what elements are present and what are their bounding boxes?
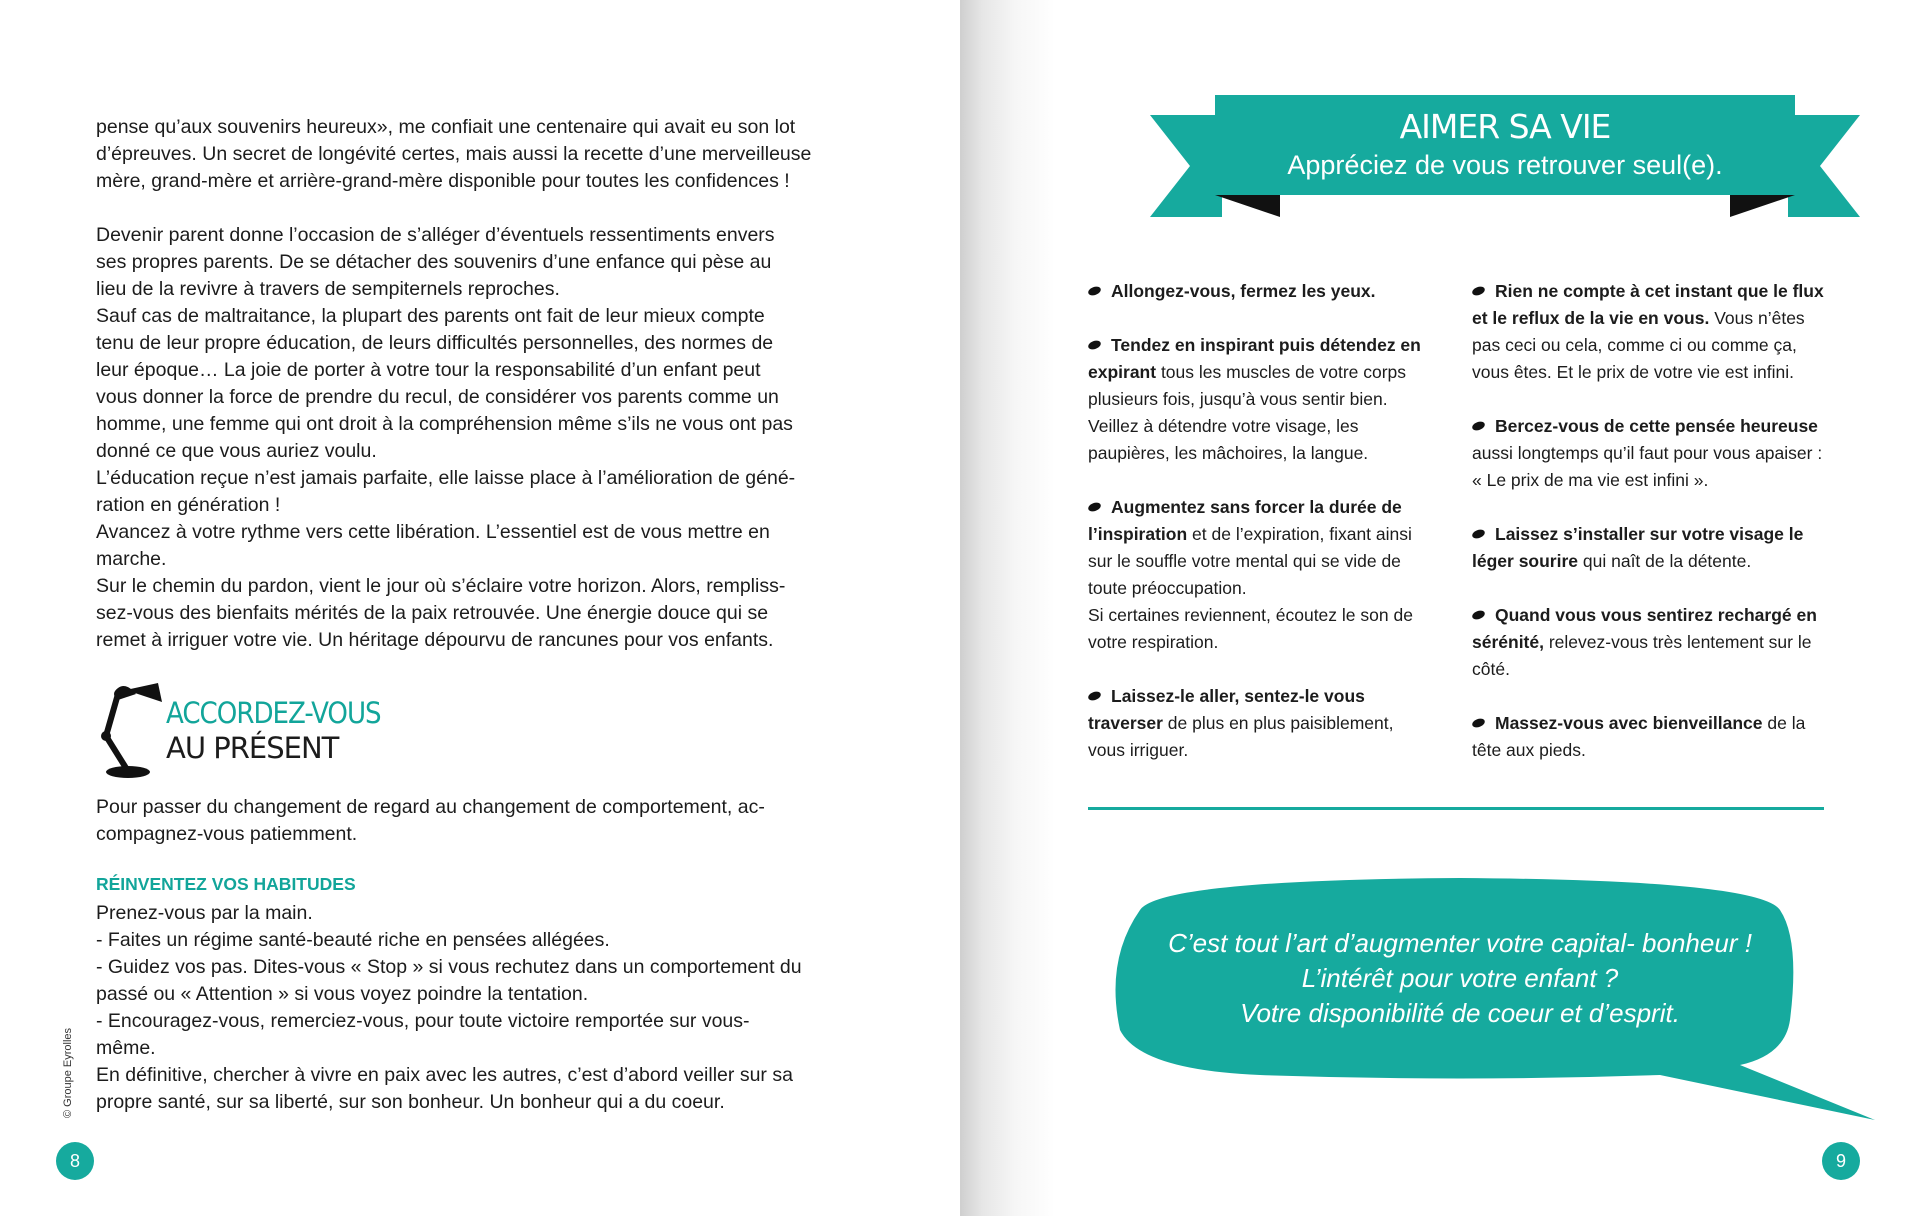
steps-column-1: [1088, 278, 1434, 791]
left-paragraph-2: [96, 222, 832, 654]
bullet-icon: [1471, 285, 1486, 297]
text-line: ses propres parents. De se détacher des souvenirs d’une enfance qui pèse au: [96, 251, 772, 273]
heading-line-1: ACCORDEZ-VOUS: [166, 696, 381, 730]
text-line: d’épreuves. Un secret de longévité certes, mais aussi la recette d’une merveilleuse: [96, 143, 812, 165]
step-text: aussi longtemps qu’il faut pour vous apaiser : « Le prix de ma vie est infini ».: [1472, 443, 1823, 490]
step-item: [1088, 332, 1434, 467]
text-line: remet à irriguer votre vie. Un héritage dépourvu de rancunes pour vos enfants.: [96, 629, 774, 651]
text-line: En définitive, chercher à vivre en paix avec les autres, c’est d’abord veiller sur sa: [96, 1064, 793, 1086]
step-text: et de l’expiration, fixant ainsi sur le souffle votre mental qui se vide de toute préoccupation.: [1088, 524, 1412, 598]
text-line: passé ou « Attention » si vous voyez poindre la tentation.: [96, 983, 589, 1005]
subheading-block: [96, 874, 832, 895]
bullet-icon: [1087, 501, 1102, 513]
text-line: - Faites un régime santé-beauté riche en pensées allégées.: [96, 929, 610, 951]
step-item: [1472, 521, 1834, 575]
bubble-text: [1140, 926, 1780, 1031]
text-line: ration en génération !: [96, 494, 281, 516]
text-line: lieu de la revivre à travers de sempiternels reproches.: [96, 278, 560, 300]
bullet-icon: [1471, 717, 1486, 729]
left-paragraph-4: [96, 900, 832, 1116]
text-line: Sur le chemin du pardon, vient le jour où s’éclaire votre horizon. Alors, rempliss-: [96, 575, 786, 597]
section-heading-lamp: [96, 680, 496, 780]
step-text: tous les muscles de votre corps plusieurs fois, jusqu’à vous sentir bien. Veillez à détendre votre visage, les paupières, les mâchoires, la langue.: [1088, 362, 1407, 463]
subheading: RÉINVENTEZ VOS HABITUDES: [96, 874, 356, 894]
step-bold: Rien ne compte à cet instant que le flux et le reflux de la vie en vous.: [1472, 281, 1824, 328]
text-line: Pour passer du changement de regard au changement de comportement, ac-: [96, 796, 765, 818]
left-paragraph-1: [96, 114, 832, 195]
text-line: Devenir parent donne l’occasion de s’alléger d’éventuels ressentiments envers: [96, 224, 775, 246]
text-line: Avancez à votre rythme vers cette libération. L’essentiel est de vous mettre en: [96, 521, 770, 543]
bullet-icon: [1087, 339, 1102, 351]
ribbon-subtitle: Appréciez de vous retrouver seul(e).: [1287, 150, 1723, 180]
text-line: - Encouragez-vous, remerciez-vous, pour toute victoire remportée sur vous-: [96, 1010, 750, 1032]
step-bold: Massez-vous avec bienveillance: [1495, 713, 1763, 733]
text-line: même.: [96, 1037, 156, 1059]
bubble-line: Votre disponibilité de coeur et d’esprit.: [1240, 998, 1680, 1028]
step-bold: Bercez-vous de cette pensée heureuse: [1495, 416, 1818, 436]
step-text: qui naît de la détente.: [1578, 551, 1752, 571]
page-number-right: 9: [1822, 1142, 1860, 1180]
bullet-icon: [1471, 609, 1486, 621]
bullet-icon: [1087, 285, 1102, 297]
step-text: de plus en plus paisiblement, vous irriguer.: [1088, 713, 1394, 760]
steps-column-2: [1472, 278, 1834, 791]
step-item: [1472, 602, 1834, 683]
text-line: pense qu’aux souvenirs heureux», me confiait une centenaire qui avait eu son lot: [96, 116, 796, 138]
text-line: - Guidez vos pas. Dites-vous « Stop » si vous rechutez dans un comportement du: [96, 956, 802, 978]
text-line: sez-vous des bienfaits mérités de la paix retrouvée. Une énergie douce qui se: [96, 602, 769, 624]
bubble-line: C’est tout l’art d’augmenter votre capital- bonheur !: [1168, 928, 1752, 958]
text-line: L’éducation reçue n’est jamais parfaite, elle laisse place à l’amélioration de géné-: [96, 467, 796, 489]
step-bold: Laissez s’installer sur votre visage le léger sourire: [1472, 524, 1804, 571]
text-line: Prenez-vous par la main.: [96, 902, 313, 924]
step-text: relevez-vous très lentement sur le côté.: [1472, 632, 1812, 679]
step-text-extra: Si certaines reviennent, écoutez le son de votre respiration.: [1088, 605, 1413, 652]
bullet-icon: [1471, 420, 1486, 432]
bubble-line: L’intérêt pour votre enfant ?: [1301, 963, 1619, 993]
text-line: vous donner la force de prendre du recul, de considérer vos parents comme un: [96, 386, 779, 408]
step-item: [1472, 710, 1834, 764]
page-number-left: 8: [56, 1142, 94, 1180]
bullet-icon: [1087, 690, 1102, 702]
step-item: [1088, 494, 1434, 656]
left-paragraph-3: [96, 794, 832, 848]
text-line: mère, grand-mère et arrière-grand-mère disponible pour toutes les confidences !: [96, 170, 790, 192]
step-item: [1088, 683, 1434, 764]
step-item: [1472, 278, 1834, 386]
heading-line-2: AU PRÉSENT: [166, 731, 339, 765]
copyright-credit: © Groupe Eyrolles: [62, 1027, 74, 1118]
step-text: de la tête aux pieds.: [1472, 713, 1806, 760]
text-line: propre santé, sur sa liberté, sur son bonheur. Un bonheur qui a du coeur.: [96, 1091, 725, 1113]
text-line: compagnez-vous patiemment.: [96, 823, 358, 845]
step-item: [1088, 278, 1434, 305]
text-line: tenu de leur propre éducation, de leurs difficultés personnelles, des normes de: [96, 332, 774, 354]
step-bold: Tendez en inspirant puis détendez en expirant: [1088, 335, 1421, 382]
text-line: homme, une femme qui ont droit à la compréhension même s’ils ne vous ont pas: [96, 413, 793, 435]
text-line: marche.: [96, 548, 167, 570]
step-bold: Quand vous vous sentirez rechargé en sérénité,: [1472, 605, 1817, 652]
step-text: Vous n’êtes pas ceci ou cela, comme ci ou comme ça, vous êtes. Et le prix de votre vie est infini.: [1472, 308, 1805, 382]
ribbon-title: AIMER SA VIE: [1399, 107, 1611, 146]
desk-lamp-icon: [96, 680, 166, 780]
title-ribbon: [1150, 95, 1860, 225]
step-bold: Allongez-vous, fermez les yeux.: [1111, 281, 1376, 301]
divider-line: [1088, 807, 1824, 810]
text-line: donné ce que vous auriez voulu.: [96, 440, 377, 462]
step-item: [1472, 413, 1834, 494]
text-line: Sauf cas de maltraitance, la plupart des parents ont fait de leur mieux compte: [96, 305, 765, 327]
step-bold: Augmentez sans forcer la durée de l’inspiration: [1088, 497, 1402, 544]
bullet-icon: [1471, 528, 1486, 540]
text-line: leur époque… La joie de porter à votre tour la responsabilité d’un enfant peut: [96, 359, 761, 381]
step-bold: Laissez-le aller, sentez-le vous traverser: [1088, 686, 1365, 733]
speech-bubble: [1100, 870, 1880, 1130]
